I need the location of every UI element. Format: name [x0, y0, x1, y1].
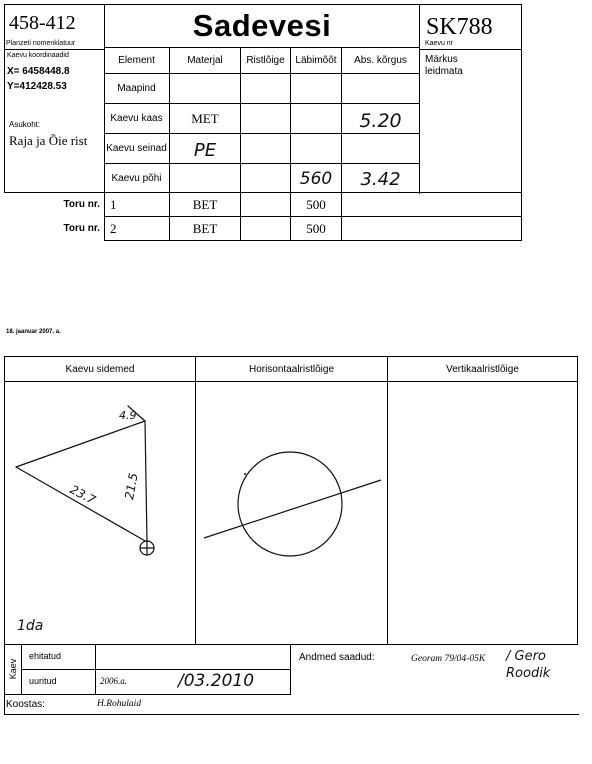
pipe-axis-line — [204, 480, 381, 538]
ties-sketch — [5, 382, 195, 644]
row-label-ground: Maapind — [117, 83, 156, 94]
built-label: ehitatud — [29, 651, 62, 661]
row-label-walls: Kaevu seinad — [106, 143, 167, 154]
document-title: Sadevesi — [192, 8, 332, 43]
col-header-material: Materjal — [187, 55, 223, 66]
surveyed-handwritten: /03.2010 — [178, 671, 255, 691]
cover-material: MET — [191, 110, 219, 126]
pipe-1-diameter: 500 — [306, 196, 326, 212]
row-label-cover: Kaevu kaas — [110, 113, 163, 124]
coordinate-x: X= 6458448.8 — [7, 66, 70, 77]
pipe-1-material: BET — [192, 196, 218, 212]
pipe-2-number: 2 — [110, 220, 117, 236]
well-circle — [238, 452, 342, 556]
pipe-2-label: Toru nr. — [63, 223, 100, 234]
remark-value: leidmata — [425, 66, 463, 77]
kaev-vertical-label: Kaev — [8, 658, 18, 680]
pipe-1-label: Toru nr. — [63, 199, 100, 210]
col-header-diameter: Läbimõõt — [295, 55, 337, 66]
surveyed-value: 2006.a. — [100, 676, 127, 686]
col-header-cross-section: Ristlõige — [246, 55, 285, 66]
pipe-2-material: BET — [192, 220, 218, 236]
remark-label: Märkus — [425, 54, 458, 65]
col-header-abs-height: Abs. kõrgus — [354, 55, 407, 66]
horizontal-section-sketch — [196, 382, 387, 644]
sketch-dist-right: 21.5 — [122, 471, 141, 501]
sketch-dist-left: 23.7 — [67, 482, 98, 508]
sketch-line-left-upper — [16, 421, 145, 467]
nomenclature-label: Planzeti nomenklatuur — [6, 40, 76, 47]
compiled-value: H.Rohulaid — [97, 699, 142, 709]
sketch-line-right — [145, 421, 147, 542]
section-ties-header: Kaevu sidemed — [65, 363, 135, 375]
sketch-dist-top: 4.9 — [119, 409, 137, 422]
data-source-handwritten: / Gero Roodik — [506, 649, 551, 681]
compiled-label: Koostas: — [6, 699, 45, 710]
sketch-corner-note: 1da — [17, 618, 44, 634]
pipe-2-diameter: 500 — [306, 220, 326, 236]
section-horizontal-header: Horisontaalristlõige — [248, 363, 335, 375]
row-label-bottom: Kaevu põhi — [111, 172, 162, 184]
bottom-diameter: 560 — [299, 169, 333, 189]
coordinate-y: Y=412428.53 — [7, 81, 67, 92]
coordinates-label: Kaevu koordinaadid — [7, 52, 69, 59]
data-source-value: Georam 79/04-05K — [411, 654, 486, 664]
well-number: SK788 — [426, 14, 493, 40]
data-source-label: Andmed saadud: — [299, 652, 375, 663]
date-line: 18. jaanuar 2007. a. — [6, 329, 61, 335]
col-header-element: Element — [118, 55, 155, 66]
location-label: Asukoht: — [9, 120, 41, 129]
bottom-abs-height: 3.42 — [360, 168, 401, 190]
location-value: Raja ja Õie rist — [9, 133, 88, 148]
pipe-1-number: 1 — [110, 196, 117, 212]
nomenclature-number: 458-412 — [9, 12, 76, 34]
cover-abs-height: 5.20 — [359, 109, 402, 132]
well-number-label: Kaevu nr — [425, 40, 454, 47]
section-vertical-header: Vertikaalristlõige — [446, 363, 519, 375]
walls-material: PE — [193, 140, 217, 161]
surveyed-label: uuritud — [29, 676, 57, 686]
